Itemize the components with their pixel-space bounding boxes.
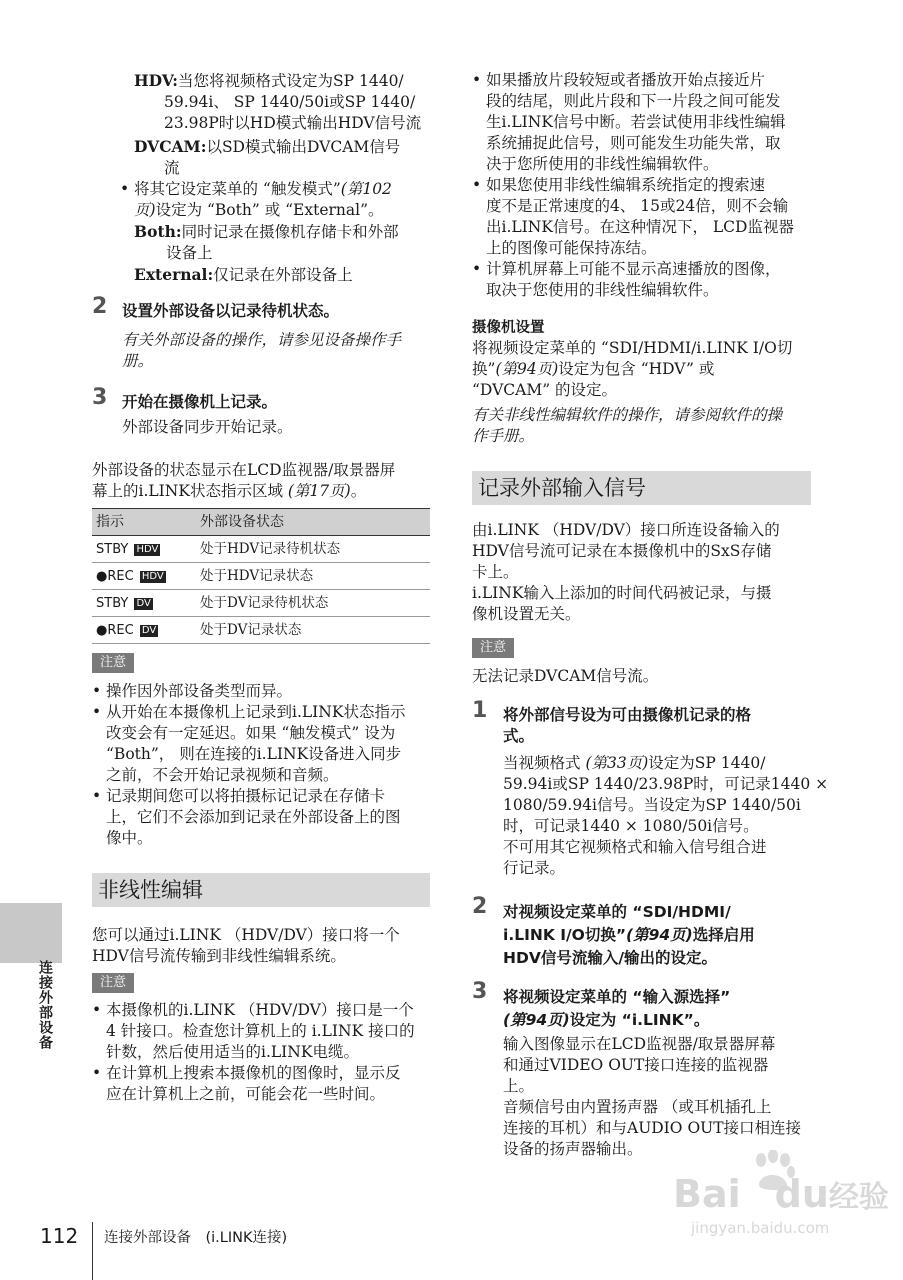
page-ref: (第102 <box>340 180 392 198</box>
bullet-dot: • <box>92 787 102 805</box>
step-number: 3 <box>92 385 108 410</box>
step-title <box>503 901 823 970</box>
trigger-text: 将其它设定菜单的 “触发模式” <box>134 180 341 198</box>
indicator-cell <box>92 590 196 617</box>
watermark-brand: Bai <box>673 1172 741 1216</box>
dvcam-desc-line: 流 <box>164 159 180 177</box>
bullet-dot: • <box>92 1001 102 1019</box>
step-desc-line: 连接的耳机）和与AUDIO OUT接口相连接 <box>503 1119 802 1137</box>
chapter-tab-label: 连接外部设备 <box>37 960 53 1050</box>
nle-desc-line: HDV信号流传输到非线性编辑系统。 <box>92 947 346 965</box>
list-item <box>472 70 816 175</box>
state-cell: 处于HDV记录状态 <box>196 563 430 590</box>
ilink-icon: DV <box>136 597 151 609</box>
note-line: 从开始在本摄像机上记录到i.LINK状态指示 <box>106 703 406 721</box>
notes-list <box>92 681 436 849</box>
nle-desc <box>92 925 432 967</box>
table-header: 指示 <box>92 509 196 536</box>
note-line: 本摄像机的i.LINK （HDV/DV）接口是一个 <box>106 1001 414 1019</box>
indicator-text: ●REC <box>96 622 134 638</box>
list-item <box>472 175 816 259</box>
step-desc-line: 设备的扬声器输出。 <box>503 1140 643 1158</box>
step-title: 开始在摄像机上记录。 <box>122 393 278 411</box>
camera-setup-line: “DVCAM” 的设定。 <box>472 381 618 399</box>
nle-desc-line: 您可以通过i.LINK （HDV/DV）接口将一个 <box>92 926 400 944</box>
bullet-line: 系统捕捉此信号，则可能发生功能失常，取 <box>486 134 781 152</box>
bullet-line: 段的结尾，则此片段和下一片段之间可能发 <box>486 92 781 110</box>
step-note-line: 有关外部设备的操作，请参见设备操作手 <box>122 331 402 349</box>
footer-title: 连接外部设备 (i.LINK连接) <box>104 1230 288 1246</box>
chapter-tab <box>0 903 62 963</box>
note-line: 记录期间您可以将拍摄标记记录在存储卡 <box>106 787 386 805</box>
step-desc-line: 行记录。 <box>503 859 566 877</box>
step-title <box>503 705 823 747</box>
step-title-line: 设定为 “i.LINK”。 <box>569 1011 710 1029</box>
indicator-cell <box>92 536 196 563</box>
note-line: 针数，然后使用适当的i.LINK电缆。 <box>106 1043 359 1061</box>
section-heading: 非线性编辑 <box>92 873 430 907</box>
step-number: 2 <box>92 294 108 319</box>
section-heading: 记录外部输入信号 <box>472 471 811 505</box>
both-option <box>134 221 434 264</box>
rec-desc-line: 由i.LINK （HDV/DV）接口所连设备输入的 <box>472 521 780 539</box>
status-table <box>92 508 430 644</box>
list-item <box>92 786 436 849</box>
table-row <box>92 590 430 617</box>
both-label: Both: <box>134 222 182 241</box>
bullet-dot: • <box>120 180 130 198</box>
step-note-line: 册。 <box>122 352 154 370</box>
rec-desc-line: 像机设置无关。 <box>472 605 581 623</box>
note-line: 上，它们不会添加到记录在外部设备上的图 <box>106 808 401 826</box>
step-desc-line: 1080/59.94i信号。当设定为SP 1440/50i <box>503 796 801 814</box>
camera-setup-line: 设定为包含 “HDV” 或 <box>558 360 715 378</box>
hdv-desc-line: 23.98P时以HD模式输出HDV信号流 <box>164 114 422 132</box>
note-line: “Both”， 则在连接的i.LINK设备进入同步 <box>106 745 402 763</box>
step-desc <box>503 1034 823 1160</box>
note-line: 操作因外部设备类型而异。 <box>106 682 293 700</box>
bullet-dot: • <box>92 682 102 700</box>
table-header-row <box>92 509 430 536</box>
hdv-desc-line: 当您将视频格式设定为SP 1440/ <box>178 72 404 90</box>
bullet-dot: • <box>472 176 482 194</box>
step-note <box>122 330 432 372</box>
list-item <box>92 702 436 786</box>
step-title-line: i.LINK I/O切换” <box>503 926 627 944</box>
dvcam-label: DVCAM: <box>134 137 207 156</box>
rec-desc-line: i.LINK输入上添加的时间代码被记录，与摄 <box>472 584 772 602</box>
camera-setup-line: 将视频设定菜单的 “SDI/HDMI/i.LINK I/O切 <box>472 339 793 357</box>
note-line: 像中。 <box>106 829 153 847</box>
watermark-brand: du <box>774 1172 829 1216</box>
state-cell: 处于DV记录状态 <box>196 617 430 644</box>
bullet-line: 度不是正常速度的4、 15或24倍，则不会输 <box>486 197 789 215</box>
note-line: 4 针接口。检查您计算机上的 i.LINK 接口的 <box>106 1022 415 1040</box>
step-title-line: 式。 <box>503 727 535 745</box>
table-header: 外部设备状态 <box>196 509 430 536</box>
bullet-line: 生i.LINK信号中断。若尝试使用非线性编辑 <box>486 113 786 131</box>
bullet-line: 出i.LINK信号。在这种情况下， LCD监视器 <box>486 218 794 236</box>
bullet-line: 如果您使用非线性编辑系统指定的搜索速 <box>486 176 766 194</box>
status-intro-line: 幕上的i.LINK状态指示区域 <box>92 482 283 500</box>
page-ref: (第17页) <box>287 482 351 500</box>
bullet-line: 决于您所使用的非线性编辑软件。 <box>486 155 719 173</box>
indicator-text: ●REC <box>96 568 134 584</box>
step-title-line: 将视频设定菜单的 “输入源选择” <box>503 988 731 1006</box>
note-line: 在计算机上搜索本摄像机的图像时，显示反 <box>106 1064 401 1082</box>
step-title <box>503 986 823 1032</box>
note-line: 改变会有一定延迟。如果 “触发模式” 设为 <box>106 724 396 742</box>
indicator-cell <box>92 617 196 644</box>
playback-notes <box>472 70 816 301</box>
ilink-icon: HDV <box>136 543 159 555</box>
step-title-line: HDV信号流输入/输出的设定。 <box>503 949 717 967</box>
indicator-text: STBY <box>96 541 129 557</box>
status-intro <box>92 460 432 502</box>
step-number: 2 <box>472 894 488 919</box>
step-title-line: 选择启用 <box>692 926 755 944</box>
table-row <box>92 536 430 563</box>
list-item <box>92 1000 436 1063</box>
watermark-url: jingyan.baidu.com <box>691 1219 830 1237</box>
hdv-label: HDV: <box>134 71 179 90</box>
external-option <box>134 264 434 286</box>
bullet-dot: • <box>92 1064 102 1082</box>
external-desc: 仅记录在外部设备上 <box>213 266 353 284</box>
step-title-line: 对视频设定菜单的 “SDI/HDMI/ <box>503 903 731 921</box>
page-ref: (第94页) <box>503 1011 570 1029</box>
rec-desc-line: 卡上。 <box>472 563 519 581</box>
both-desc-line: 同时记录在摄像机存储卡和外部 <box>181 223 399 241</box>
step-number: 1 <box>472 698 488 723</box>
step-desc-line: 时，可记录1440 × 1080/50i信号。 <box>503 817 759 835</box>
bullet-dot: • <box>92 703 102 721</box>
list-item <box>92 681 436 702</box>
list-item <box>92 1063 436 1105</box>
rec-desc <box>472 520 817 625</box>
rec-desc-line: HDV信号流可记录在本摄像机中的SxS存储 <box>472 542 772 560</box>
step-desc-line: 输入图像显示在LCD监视器/取景器屏幕 <box>503 1035 776 1053</box>
bullet-line: 取决于您使用的非线性编辑软件。 <box>486 281 719 299</box>
both-desc-line: 设备上 <box>166 244 213 262</box>
nle-software-line: 作手册。 <box>472 427 535 445</box>
external-label: External: <box>134 265 214 284</box>
page-number: 112 <box>40 1224 79 1248</box>
step-desc-line: 音频信号由内置扬声器 （或耳机插孔上 <box>503 1098 772 1116</box>
status-intro-line: 。 <box>350 482 367 500</box>
trigger-text: 设定为 “Both” 或 “External”。 <box>155 201 384 219</box>
bullet-dot: • <box>472 71 482 89</box>
step-desc <box>503 753 829 879</box>
step-desc-line: 当视频格式 <box>503 754 581 772</box>
watermark-cn: 经验 <box>828 1180 889 1215</box>
table-row <box>92 563 430 590</box>
nle-software-note <box>472 405 817 447</box>
step-number: 3 <box>472 979 488 1004</box>
bullet-dot: • <box>472 260 482 278</box>
bullet-line: 如果播放片段较短或者播放开始点接近片 <box>486 71 766 89</box>
trigger-mode-bullet <box>120 179 434 221</box>
page-ref: 页) <box>134 201 156 219</box>
nle-software-line: 有关非线性编辑软件的操作，请参阅软件的操 <box>472 406 783 424</box>
step-desc: 外部设备同步开始记录。 <box>122 418 293 436</box>
notes-list <box>92 1000 436 1105</box>
step-desc-line: 59.94i或SP 1440/23.98P时，可记录1440 × <box>503 775 829 793</box>
step-desc-line: 不可用其它视频格式和输入信号组合进 <box>503 838 767 856</box>
page-ref: (第94页) <box>495 360 559 378</box>
bullet-line: 计算机屏幕上可能不显示高速播放的图像， <box>486 260 781 278</box>
list-item <box>472 259 816 301</box>
ilink-icon: HDV <box>141 570 164 582</box>
hdv-desc-line: 59.94i、 SP 1440/50i或SP 1440/ <box>164 93 416 111</box>
note-tag: 注意 <box>92 653 134 673</box>
footer-divider <box>92 1222 93 1280</box>
indicator-text: STBY <box>96 595 129 611</box>
step-desc-line: 上。 <box>503 1077 535 1095</box>
step-desc-line: 和通过VIDEO OUT接口连接的监视器 <box>503 1056 769 1074</box>
camera-setup-text <box>472 338 817 401</box>
camera-setup-title: 摄像机设置 <box>472 320 545 336</box>
note-text: 无法记录DVCAM信号流。 <box>472 667 659 685</box>
camera-setup-line: 换” <box>472 360 496 378</box>
indicator-cell <box>92 563 196 590</box>
page-ref: (第94页) <box>626 926 693 944</box>
table-row <box>92 617 430 644</box>
bullet-line: 上的图像可能保持冻结。 <box>486 239 657 257</box>
state-cell: 处于DV记录待机状态 <box>196 590 430 617</box>
step-title: 设置外部设备以记录待机状态。 <box>122 302 340 320</box>
note-tag: 注意 <box>92 973 134 993</box>
step-title-line: 将外部信号设为可由摄像机记录的格 <box>503 706 752 724</box>
baidu-watermark <box>673 1150 889 1240</box>
page-ref: (第33页) <box>585 754 649 772</box>
note-tag: 注意 <box>472 638 514 658</box>
dvcam-desc-line: 以SD模式输出DVCAM信号 <box>206 138 401 156</box>
note-line: 应在计算机上之前，可能会花一些时间。 <box>106 1085 386 1103</box>
dvcam-option <box>134 136 434 179</box>
note-line: 之前，不会开始记录视频和音频。 <box>106 766 339 784</box>
state-cell: 处于HDV记录待机状态 <box>196 536 430 563</box>
hdv-option <box>134 70 434 134</box>
step-desc-line: 设定为SP 1440/ <box>648 754 766 772</box>
status-intro-line: 外部设备的状态显示在LCD监视器/取景器屏 <box>92 461 396 479</box>
ilink-icon: DV <box>141 624 157 636</box>
